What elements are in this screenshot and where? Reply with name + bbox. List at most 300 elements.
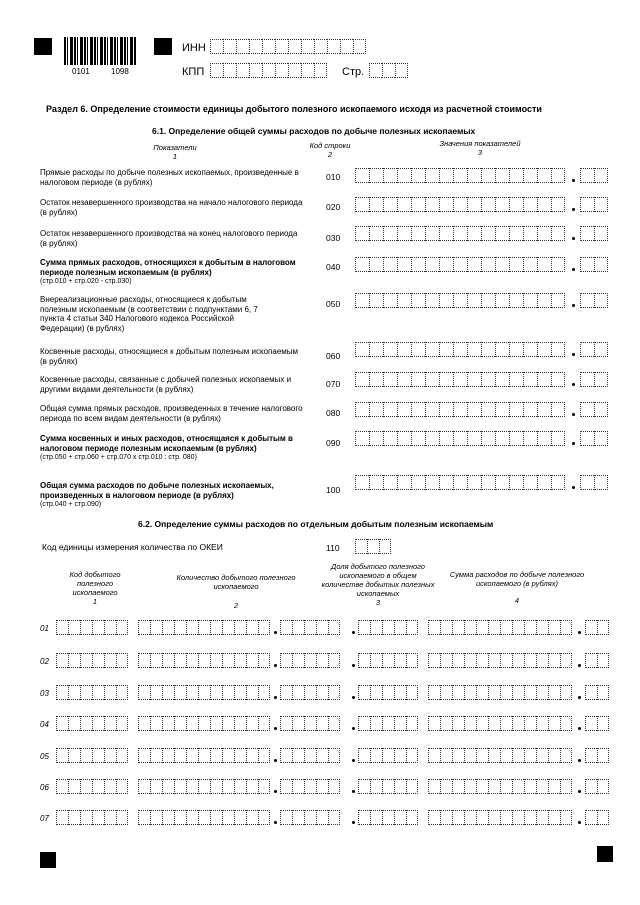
digit-cell[interactable] — [328, 810, 340, 825]
quantity-decimal-field[interactable] — [280, 748, 340, 763]
digit-cell[interactable] — [523, 342, 537, 357]
digit-cell[interactable] — [397, 372, 411, 387]
digit-cell[interactable] — [594, 257, 608, 272]
digit-cell[interactable] — [304, 716, 316, 731]
digit-cell[interactable] — [537, 257, 551, 272]
digit-cell[interactable] — [394, 653, 406, 668]
quantity-integer-field[interactable] — [138, 748, 270, 763]
digit-cell[interactable] — [512, 716, 524, 731]
digit-cell[interactable] — [440, 716, 452, 731]
digit-cell[interactable] — [488, 653, 500, 668]
digit-cell[interactable] — [116, 685, 128, 700]
digit-cell[interactable] — [551, 168, 565, 183]
digit-cell[interactable] — [174, 748, 186, 763]
value-decimal-field[interactable] — [580, 475, 608, 490]
digit-cell[interactable] — [280, 779, 292, 794]
digit-cell[interactable] — [358, 620, 370, 635]
digit-cell[interactable] — [246, 748, 258, 763]
mineral-code-field[interactable] — [56, 620, 128, 635]
digit-cell[interactable] — [440, 620, 452, 635]
digit-cell[interactable] — [174, 716, 186, 731]
digit-cell[interactable] — [453, 168, 467, 183]
digit-cell[interactable] — [104, 810, 116, 825]
kpp-digit-cell[interactable] — [223, 63, 236, 78]
expense-integer-field[interactable] — [428, 620, 572, 635]
inn-digit-cell[interactable] — [262, 39, 275, 54]
value-integer-field[interactable] — [355, 226, 565, 241]
digit-cell[interactable] — [198, 748, 210, 763]
quantity-integer-field[interactable] — [138, 685, 270, 700]
kpp-field[interactable] — [210, 63, 327, 78]
digit-cell[interactable] — [488, 685, 500, 700]
digit-cell[interactable] — [452, 810, 464, 825]
digit-cell[interactable] — [162, 653, 174, 668]
digit-cell[interactable] — [551, 342, 565, 357]
digit-cell[interactable] — [92, 810, 104, 825]
digit-cell[interactable] — [467, 342, 481, 357]
digit-cell[interactable] — [524, 620, 536, 635]
digit-cell[interactable] — [92, 685, 104, 700]
digit-cell[interactable] — [594, 475, 608, 490]
digit-cell[interactable] — [476, 716, 488, 731]
digit-cell[interactable] — [383, 402, 397, 417]
digit-cell[interactable] — [439, 372, 453, 387]
digit-cell[interactable] — [495, 168, 509, 183]
digit-cell[interactable] — [481, 293, 495, 308]
digit-cell[interactable] — [453, 257, 467, 272]
digit-cell[interactable] — [80, 810, 92, 825]
digit-cell[interactable] — [537, 168, 551, 183]
digit-cell[interactable] — [150, 716, 162, 731]
digit-cell[interactable] — [234, 716, 246, 731]
digit-cell[interactable] — [162, 810, 174, 825]
expense-decimal-field[interactable] — [585, 716, 609, 731]
digit-cell[interactable] — [425, 226, 439, 241]
digit-cell[interactable] — [439, 226, 453, 241]
digit-cell[interactable] — [328, 748, 340, 763]
digit-cell[interactable] — [280, 653, 292, 668]
digit-cell[interactable] — [292, 685, 304, 700]
digit-cell[interactable] — [222, 653, 234, 668]
digit-cell[interactable] — [370, 685, 382, 700]
digit-cell[interactable] — [56, 685, 68, 700]
inn-digit-cell[interactable] — [223, 39, 236, 54]
digit-cell[interactable] — [222, 716, 234, 731]
digit-cell[interactable] — [316, 653, 328, 668]
digit-cell[interactable] — [222, 810, 234, 825]
digit-cell[interactable] — [452, 653, 464, 668]
value-integer-field[interactable] — [355, 431, 565, 446]
digit-cell[interactable] — [594, 226, 608, 241]
digit-cell[interactable] — [258, 685, 270, 700]
digit-cell[interactable] — [425, 342, 439, 357]
digit-cell[interactable] — [560, 716, 572, 731]
digit-cell[interactable] — [56, 716, 68, 731]
digit-cell[interactable] — [92, 748, 104, 763]
digit-cell[interactable] — [551, 197, 565, 212]
digit-cell[interactable] — [523, 402, 537, 417]
digit-cell[interactable] — [397, 475, 411, 490]
digit-cell[interactable] — [452, 620, 464, 635]
digit-cell[interactable] — [383, 475, 397, 490]
digit-cell[interactable] — [316, 685, 328, 700]
digit-cell[interactable] — [394, 620, 406, 635]
digit-cell[interactable] — [509, 226, 523, 241]
digit-cell[interactable] — [304, 810, 316, 825]
share-field[interactable] — [358, 620, 418, 635]
inn-digit-cell[interactable] — [249, 39, 262, 54]
digit-cell[interactable] — [355, 475, 369, 490]
digit-cell[interactable] — [210, 653, 222, 668]
digit-cell[interactable] — [585, 716, 597, 731]
digit-cell[interactable] — [222, 620, 234, 635]
quantity-decimal-field[interactable] — [280, 716, 340, 731]
digit-cell[interactable] — [509, 372, 523, 387]
digit-cell[interactable] — [425, 431, 439, 446]
digit-cell[interactable] — [597, 653, 609, 668]
digit-cell[interactable] — [174, 620, 186, 635]
digit-cell[interactable] — [597, 810, 609, 825]
digit-cell[interactable] — [428, 620, 440, 635]
digit-cell[interactable] — [358, 810, 370, 825]
digit-cell[interactable] — [174, 685, 186, 700]
digit-cell[interactable] — [116, 810, 128, 825]
digit-cell[interactable] — [500, 716, 512, 731]
digit-cell[interactable] — [512, 685, 524, 700]
digit-cell[interactable] — [138, 620, 150, 635]
digit-cell[interactable] — [580, 168, 594, 183]
digit-cell[interactable] — [585, 685, 597, 700]
digit-cell[interactable] — [92, 779, 104, 794]
value-decimal-field[interactable] — [580, 168, 608, 183]
digit-cell[interactable] — [536, 653, 548, 668]
digit-cell[interactable] — [198, 685, 210, 700]
digit-cell[interactable] — [464, 685, 476, 700]
digit-cell[interactable] — [56, 779, 68, 794]
digit-cell[interactable] — [537, 402, 551, 417]
digit-cell[interactable] — [439, 257, 453, 272]
digit-cell[interactable] — [150, 620, 162, 635]
digit-cell[interactable] — [397, 431, 411, 446]
digit-cell[interactable] — [495, 372, 509, 387]
digit-cell[interactable] — [452, 716, 464, 731]
value-integer-field[interactable] — [355, 197, 565, 212]
digit-cell[interactable] — [481, 226, 495, 241]
digit-cell[interactable] — [198, 620, 210, 635]
inn-digit-cell[interactable] — [301, 39, 314, 54]
digit-cell[interactable] — [397, 168, 411, 183]
digit-cell[interactable] — [116, 748, 128, 763]
digit-cell[interactable] — [186, 779, 198, 794]
expense-decimal-field[interactable] — [585, 748, 609, 763]
digit-cell[interactable] — [440, 653, 452, 668]
digit-cell[interactable] — [580, 475, 594, 490]
digit-cell[interactable] — [488, 779, 500, 794]
digit-cell[interactable] — [138, 748, 150, 763]
digit-cell[interactable] — [316, 748, 328, 763]
digit-cell[interactable] — [68, 748, 80, 763]
digit-cell[interactable] — [355, 372, 369, 387]
digit-cell[interactable] — [560, 685, 572, 700]
digit-cell[interactable] — [411, 257, 425, 272]
digit-cell[interactable] — [355, 402, 369, 417]
digit-cell[interactable] — [292, 716, 304, 731]
digit-cell[interactable] — [594, 197, 608, 212]
quantity-integer-field[interactable] — [138, 716, 270, 731]
digit-cell[interactable] — [597, 685, 609, 700]
digit-cell[interactable] — [186, 685, 198, 700]
digit-cell[interactable] — [104, 779, 116, 794]
digit-cell[interactable] — [512, 653, 524, 668]
digit-cell[interactable] — [411, 197, 425, 212]
digit-cell[interactable] — [328, 779, 340, 794]
kpp-digit-cell[interactable] — [301, 63, 314, 78]
kpp-digit-cell[interactable] — [236, 63, 249, 78]
digit-cell[interactable] — [68, 685, 80, 700]
digit-cell[interactable] — [370, 779, 382, 794]
digit-cell[interactable] — [328, 620, 340, 635]
digit-cell[interactable] — [328, 653, 340, 668]
digit-cell[interactable] — [495, 197, 509, 212]
digit-cell[interactable] — [523, 372, 537, 387]
digit-cell[interactable] — [580, 431, 594, 446]
kpp-digit-cell[interactable] — [275, 63, 288, 78]
digit-cell[interactable] — [481, 475, 495, 490]
digit-cell[interactable] — [551, 402, 565, 417]
digit-cell[interactable] — [56, 653, 68, 668]
digit-cell[interactable] — [425, 168, 439, 183]
digit-cell[interactable] — [428, 748, 440, 763]
digit-cell[interactable] — [234, 653, 246, 668]
digit-cell[interactable] — [440, 748, 452, 763]
digit-cell[interactable] — [358, 748, 370, 763]
digit-cell[interactable] — [560, 779, 572, 794]
digit-cell[interactable] — [292, 779, 304, 794]
digit-cell[interactable] — [150, 653, 162, 668]
digit-cell[interactable] — [382, 779, 394, 794]
digit-cell[interactable] — [452, 779, 464, 794]
digit-cell[interactable] — [411, 475, 425, 490]
quantity-decimal-field[interactable] — [280, 810, 340, 825]
digit-cell[interactable] — [548, 620, 560, 635]
digit-cell[interactable] — [186, 620, 198, 635]
digit-cell[interactable] — [439, 475, 453, 490]
digit-cell[interactable] — [104, 653, 116, 668]
digit-cell[interactable] — [258, 716, 270, 731]
digit-cell[interactable] — [411, 402, 425, 417]
kpp-digit-cell[interactable] — [314, 63, 327, 78]
digit-cell[interactable] — [258, 779, 270, 794]
digit-cell[interactable] — [198, 716, 210, 731]
digit-cell[interactable] — [80, 779, 92, 794]
digit-cell[interactable] — [68, 653, 80, 668]
digit-cell[interactable] — [467, 226, 481, 241]
digit-cell[interactable] — [411, 293, 425, 308]
value-integer-field[interactable] — [355, 168, 565, 183]
digit-cell[interactable] — [383, 197, 397, 212]
digit-cell[interactable] — [369, 293, 383, 308]
digit-cell[interactable] — [355, 293, 369, 308]
digit-cell[interactable] — [104, 716, 116, 731]
digit-cell[interactable] — [594, 168, 608, 183]
digit-cell[interactable] — [467, 431, 481, 446]
digit-cell[interactable] — [439, 168, 453, 183]
digit-cell[interactable] — [370, 716, 382, 731]
kpp-digit-cell[interactable] — [249, 63, 262, 78]
inn-digit-cell[interactable] — [288, 39, 301, 54]
digit-cell[interactable] — [246, 716, 258, 731]
digit-cell[interactable] — [585, 810, 597, 825]
digit-cell[interactable] — [523, 475, 537, 490]
digit-cell[interactable] — [536, 685, 548, 700]
value-integer-field[interactable] — [355, 372, 565, 387]
expense-decimal-field[interactable] — [585, 810, 609, 825]
digit-cell[interactable] — [316, 620, 328, 635]
digit-cell[interactable] — [536, 716, 548, 731]
digit-cell[interactable] — [439, 431, 453, 446]
digit-cell[interactable] — [138, 653, 150, 668]
digit-cell[interactable] — [580, 293, 594, 308]
digit-cell[interactable] — [428, 716, 440, 731]
digit-cell[interactable] — [488, 810, 500, 825]
digit-cell[interactable] — [222, 779, 234, 794]
digit-cell[interactable] — [425, 372, 439, 387]
digit-cell[interactable] — [467, 475, 481, 490]
expense-decimal-field[interactable] — [585, 620, 609, 635]
digit-cell[interactable] — [467, 168, 481, 183]
digit-cell[interactable] — [524, 685, 536, 700]
digit-cell[interactable] — [258, 810, 270, 825]
digit-cell[interactable] — [524, 779, 536, 794]
digit-cell[interactable] — [523, 226, 537, 241]
digit-cell[interactable] — [394, 748, 406, 763]
digit-cell[interactable] — [439, 342, 453, 357]
digit-cell[interactable] — [406, 716, 418, 731]
value-decimal-field[interactable] — [580, 257, 608, 272]
digit-cell[interactable] — [104, 620, 116, 635]
digit-cell[interactable] — [222, 748, 234, 763]
digit-cell[interactable] — [316, 810, 328, 825]
digit-cell[interactable] — [476, 620, 488, 635]
okei-digit-cell[interactable] — [367, 539, 379, 554]
digit-cell[interactable] — [476, 748, 488, 763]
digit-cell[interactable] — [258, 748, 270, 763]
digit-cell[interactable] — [537, 226, 551, 241]
digit-cell[interactable] — [316, 779, 328, 794]
digit-cell[interactable] — [440, 810, 452, 825]
digit-cell[interactable] — [162, 716, 174, 731]
digit-cell[interactable] — [411, 342, 425, 357]
digit-cell[interactable] — [585, 653, 597, 668]
digit-cell[interactable] — [495, 293, 509, 308]
digit-cell[interactable] — [411, 226, 425, 241]
digit-cell[interactable] — [150, 748, 162, 763]
digit-cell[interactable] — [246, 653, 258, 668]
digit-cell[interactable] — [80, 620, 92, 635]
digit-cell[interactable] — [488, 716, 500, 731]
digit-cell[interactable] — [551, 226, 565, 241]
value-decimal-field[interactable] — [580, 293, 608, 308]
digit-cell[interactable] — [56, 810, 68, 825]
digit-cell[interactable] — [495, 475, 509, 490]
digit-cell[interactable] — [551, 293, 565, 308]
digit-cell[interactable] — [210, 716, 222, 731]
digit-cell[interactable] — [394, 685, 406, 700]
digit-cell[interactable] — [548, 779, 560, 794]
digit-cell[interactable] — [495, 431, 509, 446]
digit-cell[interactable] — [512, 748, 524, 763]
digit-cell[interactable] — [292, 810, 304, 825]
digit-cell[interactable] — [406, 685, 418, 700]
digit-cell[interactable] — [495, 342, 509, 357]
digit-cell[interactable] — [355, 197, 369, 212]
digit-cell[interactable] — [509, 402, 523, 417]
digit-cell[interactable] — [560, 748, 572, 763]
digit-cell[interactable] — [210, 620, 222, 635]
digit-cell[interactable] — [116, 779, 128, 794]
digit-cell[interactable] — [80, 716, 92, 731]
digit-cell[interactable] — [551, 475, 565, 490]
value-decimal-field[interactable] — [580, 402, 608, 417]
digit-cell[interactable] — [369, 342, 383, 357]
digit-cell[interactable] — [594, 372, 608, 387]
expense-integer-field[interactable] — [428, 685, 572, 700]
digit-cell[interactable] — [370, 653, 382, 668]
quantity-decimal-field[interactable] — [280, 685, 340, 700]
digit-cell[interactable] — [355, 257, 369, 272]
digit-cell[interactable] — [280, 810, 292, 825]
digit-cell[interactable] — [328, 716, 340, 731]
digit-cell[interactable] — [246, 779, 258, 794]
inn-digit-cell[interactable] — [236, 39, 249, 54]
quantity-integer-field[interactable] — [138, 810, 270, 825]
digit-cell[interactable] — [68, 779, 80, 794]
digit-cell[interactable] — [548, 716, 560, 731]
digit-cell[interactable] — [92, 620, 104, 635]
digit-cell[interactable] — [397, 293, 411, 308]
digit-cell[interactable] — [80, 685, 92, 700]
digit-cell[interactable] — [355, 431, 369, 446]
digit-cell[interactable] — [481, 431, 495, 446]
digit-cell[interactable] — [369, 372, 383, 387]
digit-cell[interactable] — [370, 620, 382, 635]
digit-cell[interactable] — [425, 402, 439, 417]
digit-cell[interactable] — [425, 197, 439, 212]
digit-cell[interactable] — [383, 257, 397, 272]
digit-cell[interactable] — [406, 810, 418, 825]
digit-cell[interactable] — [500, 779, 512, 794]
digit-cell[interactable] — [68, 716, 80, 731]
digit-cell[interactable] — [92, 716, 104, 731]
page-digit-cell[interactable] — [382, 63, 395, 78]
share-field[interactable] — [358, 685, 418, 700]
digit-cell[interactable] — [597, 748, 609, 763]
expense-decimal-field[interactable] — [585, 685, 609, 700]
digit-cell[interactable] — [464, 716, 476, 731]
digit-cell[interactable] — [80, 748, 92, 763]
digit-cell[interactable] — [524, 716, 536, 731]
digit-cell[interactable] — [304, 748, 316, 763]
digit-cell[interactable] — [186, 653, 198, 668]
digit-cell[interactable] — [370, 748, 382, 763]
digit-cell[interactable] — [56, 620, 68, 635]
digit-cell[interactable] — [524, 810, 536, 825]
digit-cell[interactable] — [355, 168, 369, 183]
digit-cell[interactable] — [210, 748, 222, 763]
digit-cell[interactable] — [292, 653, 304, 668]
digit-cell[interactable] — [406, 748, 418, 763]
digit-cell[interactable] — [428, 685, 440, 700]
